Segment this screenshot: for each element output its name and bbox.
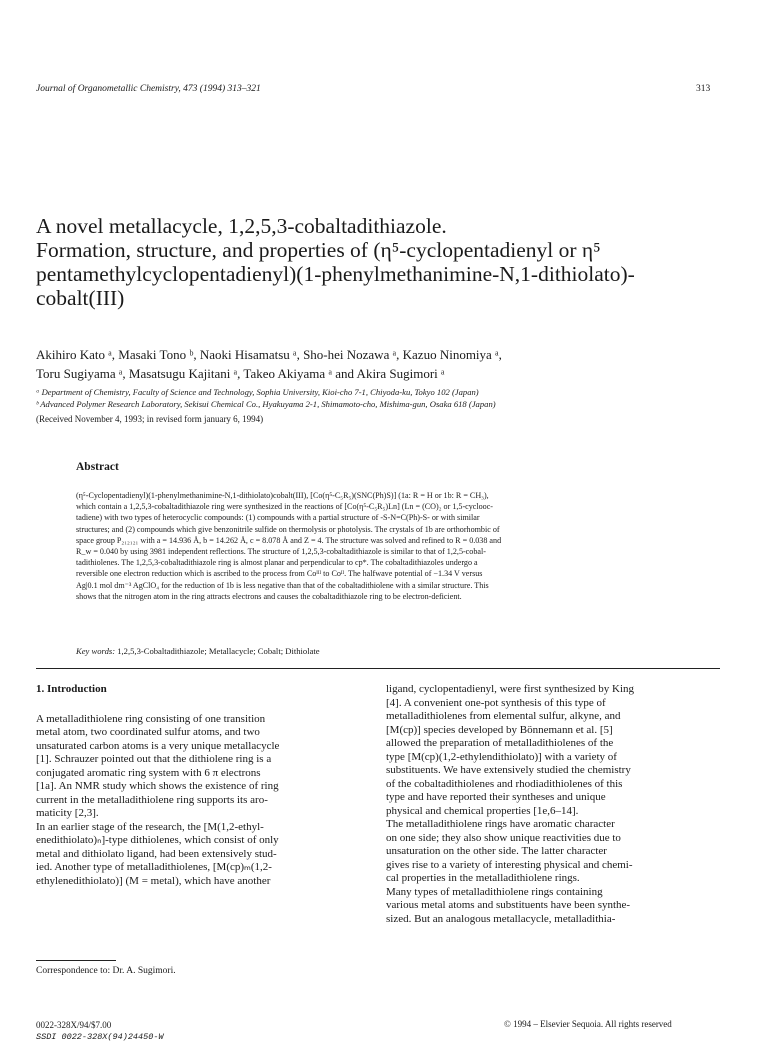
abstract-line: tadithiolenes. The 1,2,5,3-cobaltadithiazole ring is almost planar and perpendicular to cp*. The cobaltadithiazoles undergo a [76,558,478,568]
body-line: [1]. Schrauzer pointed out that the dithiolene ring is a [36,753,272,765]
keywords-label: Key words: [76,646,116,656]
body-line: allowed the preparation of metalladithiolenes of the [386,737,614,749]
body-line: current in the metalladithiolene ring supports its aro- [36,793,268,806]
body-line: metal and dithiolato ligand, had been extensively stud- [36,847,277,860]
title-line: pentamethylcyclopentadienyl)(1-phenylmethanimine-N,1-dithiolato)- [36,262,635,286]
article-title [36,214,736,310]
body-line: [M(cp)] species developed by Bönnemann et al. [5] [386,723,613,736]
author-list [36,345,746,383]
body-line: Many types of metalladithiolene rings containing [386,885,603,898]
title-line: A novel metallacycle, 1,2,5,3-cobaltadithiazole. [36,214,447,238]
keywords-text: 1,2,5,3-Cobaltadithiazole; Metallacycle; Cobalt; Dithiolate [117,646,320,656]
ssdi-code: SSDI 0022-328X(94)24450-W [36,1032,164,1042]
body-line: unsaturation on the other side. The latter character [386,845,607,857]
footer-identifiers [36,1019,164,1043]
abstract-line: R_w = 0.040 by using 3981 independent reflections. The structure of 1,2,5,3-cobaltadithiazole is similar to that of 1,2,5-cobal- [76,547,486,557]
body-line: of the cobaltadithiolenes and rhodiadithiolenes of this [386,777,623,790]
body-line: metal atom, two coordinated sulfur atoms, and two [36,726,260,738]
received-date: (Received November 4, 1993; in revised form january 6, 1994) [36,414,264,424]
body-line: physical and chemical properties [1e,6–14]. [386,804,579,817]
body-line: ethylenedithiolato)] (M = metal), which have another [36,874,271,887]
body-line: [4]. A convenient one-pot synthesis of this type of [386,696,606,709]
abstract-line: structures; and (2) compounds which give benzonitrile sulfide on thermolysis or photolysis. The crystals of 1b are orthorhombic of [76,524,500,534]
body-line: In an earlier stage of the research, the [M(1,2-ethyl- [36,820,264,833]
price-code: 0022-328X/94/$7.00 [36,1020,112,1030]
body-line: A metalladithiolene ring consisting of one transition [36,712,266,725]
abstract-line: space group P₂₁₂₁₂₁ with a = 14.936 Å, b = 14.262 Å, c = 8.078 Å and Z = 4. The structure was solved and refined to R = 0.038 and [76,535,502,545]
body-line: [1a]. An NMR study which shows the existence of ring [36,780,279,792]
affiliations [36,386,756,410]
abstract-line: (η⁵-Cyclopentadienyl)(1-phenylmethanimine-N,1-dithiolato)cobalt(III), [Co(η⁵-C₅R₅)(SNC(Ph)S)] (1a: R = H or 1b: R = CH₃), [76,491,489,500]
abstract-body [76,490,712,602]
affiliation-b: ᵇ Advanced Polymer Research Laboratory, Sekisui Chemical Co., Hyakuyama 2-1, Shimamoto-cho, Mishima-gun, Osaka 618 (Japan) [36,399,496,409]
body-line: maticity [2,3]. [36,807,99,819]
abstract-line: tadiene) with two types of heterocyclic compounds: (1) compounds with a partial structure of -S-N=C(Ph)-S- or with similar [76,513,480,523]
body-line: enedithiolato)ₙ]-type dithiolenes, which consist of only [36,834,279,846]
affiliation-a: ᵃ Department of Chemistry, Faculty of Science and Technology, Sophia University, Kioi-cho 7-1, Chiyoda-ku, Tokyo 102 (Japan) [36,387,479,397]
page-number: 313 [696,84,711,94]
abstract-line: which contain a 1,2,5,3-cobaltadithiazole ring were synthesized in the reactions of [Co(η⁵-C₅R₅)Ln] (Ln = (CO)₂ or 1,5-cyclooc- [76,502,493,512]
body-line: substituents. We have extensively studied the chemistry [386,764,631,776]
intro-right-column [386,683,721,926]
title-line: cobalt(III) [36,286,125,310]
title-line: Formation, structure, and properties of (η⁵-cyclopentadienyl or η⁵ [36,238,601,262]
body-line: ied. Another type of metalladithiolenes, [M(cp)ₘ(1,2- [36,861,272,873]
body-line: type [M(cp)(1,2-ethylendithiolato)] with a variety of [386,750,617,763]
abstract-heading: Abstract [76,461,119,473]
author-line: Akihiro Kato ᵃ, Masaki Tono ᵇ, Naoki Hisamatsu ᵃ, Sho-hei Nozawa ᵃ, Kazuo Ninomiya ᵃ, [36,347,502,362]
copyright-notice: © 1994 – Elsevier Sequoia. All rights reserved [504,1019,672,1029]
abstract-line: reversible one electron reduction which is ascribed to the process from Coᴵᴵᴵ to Coᴵᴵ. The halfwave potential of −1.34 V versus [76,569,483,579]
abstract-line: shows that the nitrogen atom in the ring attracts electrons and causes the cobaltadithiazole ring to be electron-deficient. [76,591,462,601]
body-line: gives rise to a variety of interesting physical and chemi- [386,858,633,871]
body-line: The metalladithiolene rings have aromatic character [386,818,615,830]
body-line: various metal atoms and substituents have been synthe- [386,899,631,911]
body-line: sized. But an analogous metallacycle, metalladithia- [386,912,616,925]
body-line: on one side; they also show unique reactivities due to [386,831,621,844]
section-divider [36,668,720,669]
body-line: ligand, cyclopentadienyl, were first synthesized by King [386,683,635,695]
footnote-rule [36,960,116,961]
keywords [76,646,320,656]
abstract-line: Ag|0.1 mol dm⁻³ AgClO₄ for the reduction of 1b is less negative than that of the cobaltadithiolene with a similar structure. This [76,580,489,590]
intro-left-column [36,683,371,888]
body-line: cal properties in the metalladithiolene rings. [386,872,580,884]
body-line: unsaturated carbon atoms is a very unique metallacycle [36,739,280,752]
journal-citation: Journal of Organometallic Chemistry, 473 (1994) 313–321 [36,84,261,94]
author-line: Toru Sugiyama ᵃ, Masatsugu Kajitani ᵃ, Takeo Akiyama ᵃ and Akira Sugimori ᵃ [36,366,445,381]
body-line: metalladithiolenes from elemental sulfur, alkyne, and [386,710,621,722]
section-heading: 1. Introduction [36,683,107,695]
body-line: conjugated aromatic ring system with 6 π electrons [36,766,261,779]
body-line: type and have reported their syntheses and unique [386,791,606,803]
correspondence-note: Correspondence to: Dr. A. Sugimori. [36,966,176,976]
